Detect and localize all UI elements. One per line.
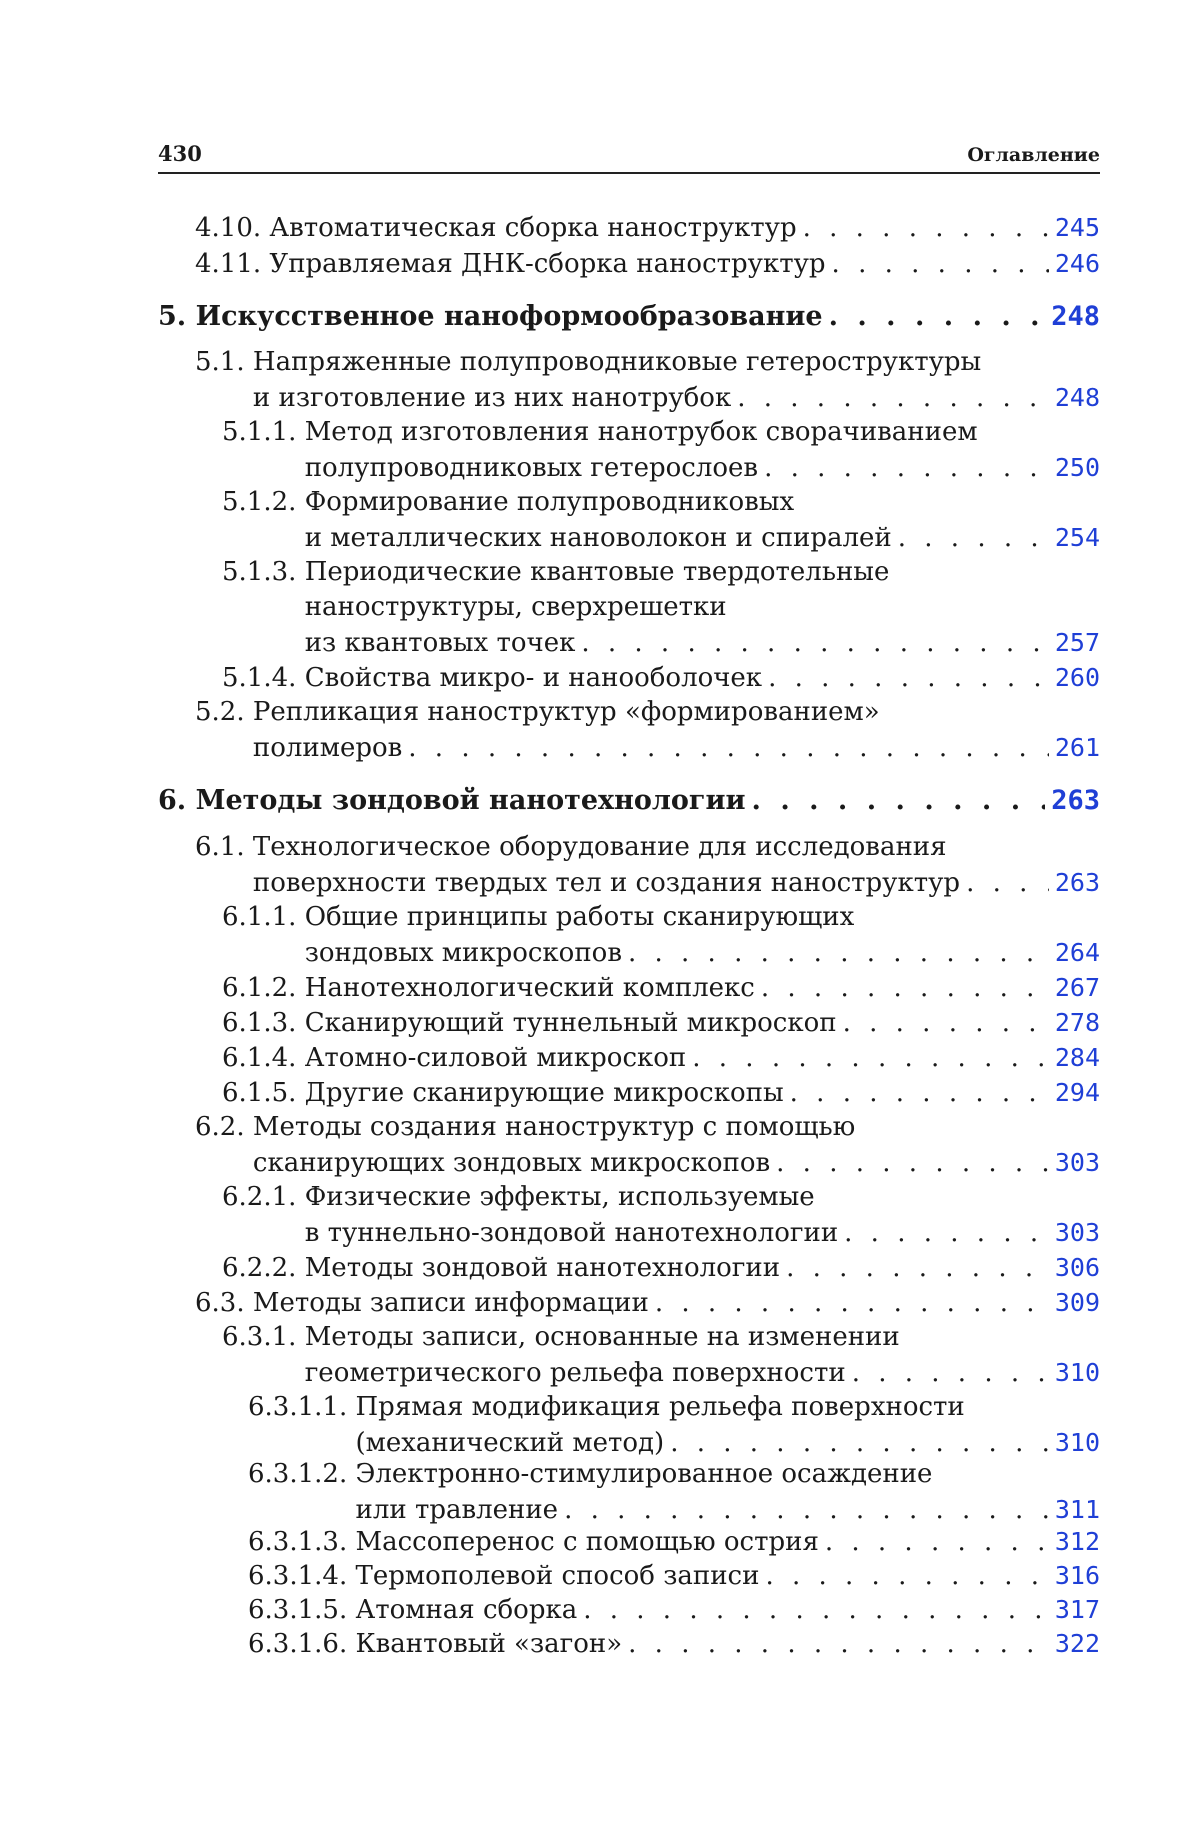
dot-leader [628,1627,1049,1662]
toc-page-link[interactable]: 246 [1054,249,1100,278]
toc-entry[interactable] [195,830,1100,901]
toc-entry[interactable] [222,555,1100,661]
toc-page-link[interactable]: 260 [1054,663,1100,692]
toc-entry[interactable] [222,1250,1100,1286]
dot-leader [408,731,1049,766]
toc-entry-number: 6. [158,785,196,816]
toc-entry-number: 6.3.1.2. [248,1459,356,1489]
toc-entry-title: Сканирующий туннельный микроскоп [304,1008,837,1038]
dot-leader [737,381,1049,416]
toc-entry-title: Нанотехнологический комплекс [304,973,755,1003]
toc-page-link[interactable]: 261 [1054,733,1100,762]
toc-entry-title: поверхности твердых тел и создания наноструктур [252,868,961,898]
dot-leader [776,1146,1049,1181]
toc-page-link[interactable]: 278 [1054,1008,1100,1037]
toc-entry-title: Автоматическая сборка наноструктур [269,213,797,243]
toc-entry-number: 6.1.5. [222,1078,305,1108]
toc-entry-title: Физические эффекты, используемые [304,1182,815,1212]
toc-entry[interactable] [222,900,1100,971]
toc-entry-title: и изготовление из них нанотрубок [252,383,732,413]
toc-entry-title: геометрического рельефа поверхности [304,1358,846,1388]
toc-page-link[interactable]: 312 [1054,1527,1100,1556]
dot-leader [628,936,1049,971]
toc-page-link[interactable]: 267 [1054,973,1100,1002]
toc-entry-title: Электронно-стимулированное осаждение [355,1459,933,1489]
dot-leader [761,971,1049,1006]
toc-entry-number: 6.1. [195,832,253,862]
dot-leader [765,1559,1048,1594]
toc-page-link[interactable]: 248 [1054,383,1100,412]
toc-page-link[interactable]: 263 [1051,785,1100,816]
toc-entry[interactable] [222,1320,1100,1391]
toc-entry-title: в туннельно-зондовой нанотехнологии [304,1218,839,1248]
toc-entry[interactable] [248,1524,1100,1560]
toc-entry-number: 5.1.2. [222,487,305,517]
toc-entry-number: 5.2. [195,697,253,727]
toc-entry[interactable] [222,1180,1100,1251]
toc-entry-title: Методы зондовой нанотехнологии [195,785,746,816]
running-title: Оглавление [967,144,1100,166]
toc-page-link[interactable]: 245 [1054,213,1100,242]
toc-page-link[interactable]: 310 [1054,1428,1100,1457]
toc-entry-title: зондовых микроскопов [304,938,622,968]
dot-leader [843,1006,1049,1041]
toc-entry[interactable] [195,246,1100,282]
dot-leader [655,1286,1049,1321]
toc-entry-title: Массоперенос с помощью острия [355,1527,819,1557]
dot-leader [803,211,1049,246]
dot-leader [832,247,1049,282]
toc-entry[interactable] [222,1075,1100,1111]
toc-entry-number: 6.2.2. [222,1253,305,1283]
toc-entry-title: Искусственное наноформообразование [195,301,823,332]
toc-entry[interactable] [195,210,1100,246]
toc-entry-title: Метод изготовления нанотрубок сворачиванием [304,417,978,447]
toc-page-link[interactable]: 310 [1054,1358,1100,1387]
toc-entry[interactable] [222,485,1100,556]
toc-page-link[interactable]: 284 [1054,1043,1100,1072]
toc-entry-number: 5. [158,301,196,332]
toc-entry[interactable] [195,1110,1100,1181]
toc-entry-title: Общие принципы работы сканирующих [304,902,855,932]
toc-entry[interactable] [222,415,1100,486]
toc-entry[interactable] [248,1390,1100,1461]
toc-entry-number: 6.3.1.1. [248,1392,356,1422]
toc-page-link[interactable]: 294 [1054,1078,1100,1107]
toc-entry[interactable] [222,1005,1100,1041]
toc-entry-number: 5.1. [195,347,253,377]
toc-entry[interactable] [248,1626,1100,1662]
toc-entry-title: или травление [355,1495,559,1525]
toc-entry-number: 4.10. [195,213,270,243]
toc-entry-title: Управляемая ДНК-сборка наноструктур [269,249,826,279]
toc-page-link[interactable]: 264 [1054,938,1100,967]
toc-entry-number: 6.3. [195,1288,253,1318]
toc-entry-title: Напряженные полупроводниковые гетероструктуры [252,347,982,377]
toc-entry[interactable] [248,1558,1100,1594]
toc-entry-title: полупроводниковых гетерослоев [304,453,759,483]
toc-entry-number: 6.2. [195,1112,253,1142]
toc-page-link[interactable]: 309 [1054,1288,1100,1317]
toc-entry-number: 6.2.1. [222,1182,305,1212]
toc-entry[interactable] [248,1457,1100,1528]
toc-entry-title: сканирующих зондовых микроскопов [252,1148,771,1178]
toc-entry-number: 6.1.2. [222,973,305,1003]
toc-entry[interactable] [195,1285,1100,1321]
toc-entry[interactable] [195,695,1100,766]
dot-leader [790,1076,1049,1111]
toc-entry-title: наноструктуры, сверхрешетки [304,592,727,622]
dot-leader [786,1251,1049,1286]
toc-entry-title: Формирование полупроводниковых [304,487,795,517]
toc-entry-title: Методы зондовой нанотехнологии [304,1253,781,1283]
toc-entry-title: Термополевой способ записи [355,1561,760,1591]
dot-leader [764,451,1049,486]
toc-page-link[interactable]: 263 [1054,868,1100,897]
toc-entry-number: 6.3.1.6. [248,1629,356,1659]
toc-page-link[interactable]: 322 [1054,1629,1100,1658]
dot-leader [852,1356,1049,1391]
toc-entry-number: 5.1.4. [222,663,305,693]
page-header [158,142,1100,174]
toc-entry-number: 6.3.1.4. [248,1561,356,1591]
dot-leader [829,298,1046,336]
toc-entry-number: 6.1.3. [222,1008,305,1038]
toc-entry[interactable] [195,345,1100,416]
dot-leader [583,1593,1049,1628]
dot-leader [898,521,1049,556]
toc-entry-number: 6.3.1.3. [248,1527,356,1557]
dot-leader [692,1041,1049,1076]
dot-leader [752,782,1046,820]
toc-entry-title: Методы записи информации [252,1288,649,1318]
toc-entry-title: Атомная сборка [355,1595,578,1625]
toc-entry-number: 5.1.3. [222,557,305,587]
toc-page-link[interactable]: 257 [1054,628,1100,657]
toc-entry-title: и металлических нановолокон и спиралей [304,523,892,553]
toc-entry-number: 6.3.1.5. [248,1595,356,1625]
toc-entry-number: 5.1.1. [222,417,305,447]
toc-entry-number: 6.1.1. [222,902,305,932]
toc-entry-title: из квантовых точек [304,628,576,658]
toc-entry-title: Свойства микро- и нанооболочек [304,663,763,693]
toc-entry-title: (механический метод) [355,1428,665,1458]
page-number: 430 [158,141,202,166]
toc-entry[interactable] [222,660,1100,696]
toc-entry-title: Квантовый «загон» [355,1629,623,1659]
toc-entry-number: 6.3.1. [222,1322,305,1352]
toc-entry[interactable] [222,1040,1100,1076]
dot-leader [825,1525,1049,1560]
toc-chapter-entry[interactable] [158,782,1100,820]
toc-page-link[interactable]: 317 [1054,1595,1100,1624]
dot-leader [581,626,1049,661]
dot-leader [564,1493,1049,1528]
toc-entry[interactable] [248,1592,1100,1628]
toc-entry-title: Репликация наноструктур «формированием» [252,697,880,727]
dot-leader [966,866,1049,901]
toc-page-link[interactable]: 248 [1051,301,1100,332]
toc-chapter-entry[interactable] [158,298,1100,336]
toc-entry-title: Прямая модификация рельефа поверхности [355,1392,965,1422]
toc-page-link[interactable]: 306 [1054,1253,1100,1282]
toc-entry-number: 6.1.4. [222,1043,305,1073]
toc-entry-title: Методы записи, основанные на изменении [304,1322,900,1352]
toc-page-link[interactable]: 316 [1054,1561,1100,1590]
toc-entry-number: 4.11. [195,249,270,279]
dot-leader [670,1426,1049,1461]
toc-page-link[interactable]: 311 [1054,1495,1100,1524]
toc-entry-title: Методы создания наноструктур с помощью [252,1112,856,1142]
toc-entry-title: Другие сканирующие микроскопы [304,1078,784,1108]
toc-page-link[interactable]: 250 [1054,453,1100,482]
toc-page-link[interactable]: 303 [1054,1218,1100,1247]
toc-entry-title: Технологическое оборудование для исследования [252,832,947,862]
toc-page-link[interactable]: 303 [1054,1148,1100,1177]
toc-entry-title: Периодические квантовые твердотельные [304,557,890,587]
toc-entry[interactable] [222,970,1100,1006]
toc-page-link[interactable]: 254 [1054,523,1100,552]
dot-leader [844,1216,1049,1251]
toc-entry-title: Атомно-силовой микроскоп [304,1043,687,1073]
toc-entry-title: полимеров [252,733,403,763]
dot-leader [768,661,1049,696]
